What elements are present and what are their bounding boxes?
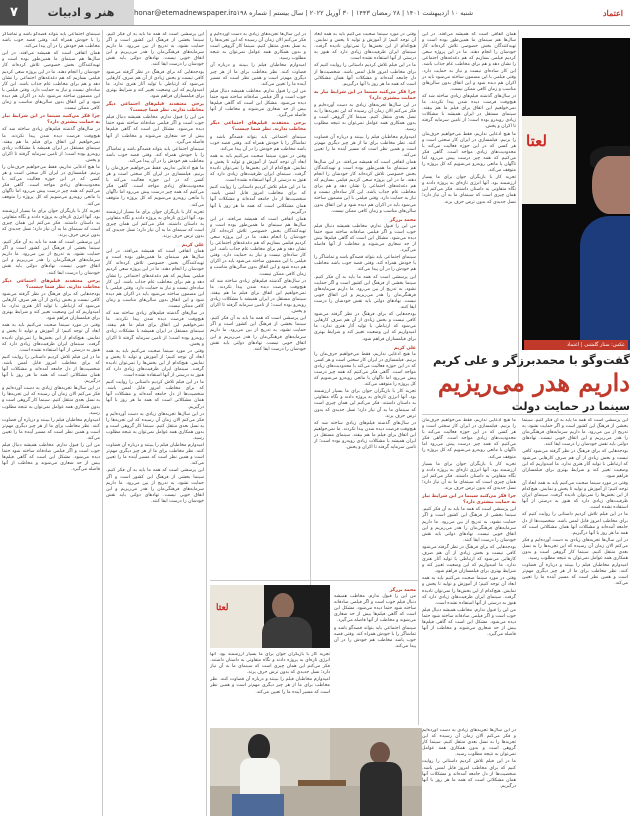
article-paragraph: این پرسشی است که همه ما باید به آن فکر کنیم. سینما بخشی از فرهنگ این کشور است و اگر حمایت نشود، به تدریج از بین می‌رود. ما داریم سرمایه‌های فرهنگی‌مان را هدر می‌ریزیم و این اتفاق خوبی نیست. نهادهای دولتی باید نقش خودشان را درست ایفا کنند. [2,240,100,276]
article-paragraph: در این سال‌ها تجربه‌های زیادی به دست آورده‌ایم و فکر می‌کنم الان زمان آن رسیده که این تجربه‌ها را به نسل بعدی منتقل کنیم. سینما کار گروهی است و بدون همکاری همه عوامل نمی‌توان به نتیجه مطلوب رسید. [106,411,204,441]
person-face [592,156,630,214]
speaker-name: علی کریم [393,345,416,351]
article-paragraph: من این را قبول ندارم. مخاطب همیشه دنبال فیلم خوب است و اگر فیلمی صادقانه ساخته شود حتما دیده می‌شود. مشکل این است که گاهی فیلم‌ها بیش از حد شعاری می‌شوند و مخاطب از آنها فاصله می‌گیرد. [106,115,204,145]
interview-photo [210,585,330,648]
column-divider [310,30,311,585]
article-paragraph: وقتی در مورد سینما صحبت می‌کنیم باید به همه ابعاد آن توجه کنیم؛ از آموزش و تولید تا پخش و نمایش. هیچ‌کدام از این بخش‌ها را نمی‌توان نادیده گرفت. سینمای ایران ظرفیت‌های زیادی دارد که هنوز به درستی از آنها استفاده نشده است. [210,153,306,184]
article-paragraph: در سال‌های گذشته فیلم‌های زیادی ساخته شد که هیچ‌وقت فرصت دیده شدن پیدا نکردند. ما نمی‌خواهیم این اتفاق برای فیلم ما هم بیفتد. سینمای مستقل در ایران همیشه با مشکلات زیادی روبه‌رو بوده است؛ از تامین سرمایه گرفته تا اکران و پخش. [2,127,100,163]
article-paragraph: در این سال‌ها تجربه‌های زیادی به دست آورده‌ایم و فکر می‌کنم الان زمان آن رسیده که این تجربه‌ها را به نسل بعدی منتقل کنیم. سینما کار گروهی است و بدون همکاری همه عوامل نمی‌توان به نتیجه مطلوب رسید. [2,386,100,416]
article-paragraph: در سال‌های گذشته فیلم‌های زیادی ساخته شد که هیچ‌وقت فرصت دیده شدن پیدا نکردند. ما نمی‌خواهیم این اتفاق برای فیلم ما هم بیفتد. سینمای مستقل در ایران همیشه با مشکلات زیادی روبه‌رو بوده است؛ از تامین سرمایه گرفته تا اکران و پخش. [422,93,516,130]
column-divider [418,30,419,725]
article-paragraph: همان اتفاقی است که همیشه می‌افتد. در این سال‌ها هم سینمای ما همین‌طور بوده است و تهیه‌کنندگان بخش خصوصی تلاش کرده‌اند کار خودشان را انجام دهند. ما در این پروژه سعی کردیم فیلمی بسازیم که هم دغدغه‌های اجتماعی را نشان دهد و هم برای مخاطب عام جذاب باشد. این کار ساده‌ای نیست و نیاز به حمایت دارد. وقتی فیلمی با این مضمون ساخته می‌شود باید در اکران هم دیده شود و این اتفاق بدون سالن‌های مناسب و زمان کافی ممکن نیست. [422,32,516,92]
article-paragraph: ما هیچ ادعایی نداریم، فقط می‌خواهیم حرف‌مان را بزنیم. فیلمسازی در ایران کار سختی است و هر کسی که در این حوزه فعالیت می‌کند با محدودیت‌های زیادی مواجه است. گاهی فکر می‌کنیم که همه چیز درست پیش می‌رود اما ناگهان با مانعی روبه‌رو می‌شویم که کل پروژه را متوقف می‌کند. [106,165,204,208]
article-paragraph: این پرسشی است که همه ما باید به آن فکر کنیم. سینما بخشی از فرهنگ این کشور است و اگر حمایت نشود، به تدریج از بین می‌رود. ما داریم سرمایه‌های فرهنگی‌مان را هدر می‌ریزیم و این اتفاق خوبی نیست. نهادهای دولتی باید نقش خودشان را درست ایفا کنند. [314,274,416,311]
article-paragraph: همان اتفاقی است که همیشه می‌افتد. در این سال‌ها هم سینمای ما همین‌طور بوده است و تهیه‌کنندگان بخش خصوصی تلاش کرده‌اند کار خودشان را انجام دهند. ما در این پروژه سعی کردیم فیلمی بسازیم که هم دغدغه‌های اجتماعی را نشان دهد و هم برای مخاطب عام جذاب باشد. این کار ساده‌ای نیست و نیاز به حمایت دارد. وقتی فیلمی با این مضمون ساخته می‌شود باید در اکران هم دیده شود و این اتفاق بدون سالن‌های مناسب و زمان کافی ممکن نیست. [210,216,306,277]
article-paragraph: تجربه کار با بازیگران جوان برای ما بسیار ارزشمند بود. آنها انرژی تازه‌ای به پروژه دادند و نگاه متفاوتی به داستان داشتند. فکر می‌کنم این همان چیزی است که سینمای ما به آن نیاز دارد؛ نسل جدیدی که بدون ترس حرف بزند. [210,652,330,676]
issue-date: شنبه ۱۰ اردیبهشت ۱۴۰۱ | ۲۸ رمضان ۱۴۴۳ | ۳۰ آوریل ۲۰۲۲ | سال بیستم | شماره ۵۱۹۸ [233,8,474,17]
article-paragraph: ما در این فیلم تلاش کردیم داستانی را روایت کنیم که برای مخاطب امروز قابل لمس باشد. شخصیت‌ها از دل جامعه آمده‌اند و مشکلات آنها همان مشکلاتی است که همه ما هر روز با آنها درگیریم. [2,354,100,385]
article-paragraph: وقتی در مورد سینما صحبت می‌کنیم باید به همه ابعاد آن توجه کنیم؛ از آموزش و تولید تا پخش و نمایش. هیچ‌کدام از این بخش‌ها را نمی‌توان نادیده گرفت. سینمای ایران ظرفیت‌های زیادی دارد که هنوز به درستی از آنها استفاده نشده است. [422,576,516,606]
article-paragraph: در این سال‌ها تجربه‌های زیادی به دست آورده‌ایم و فکر می‌کنم الان زمان آن رسیده که این تجربه‌ها را به نسل بعدی منتقل کنیم. سینما کار گروهی است و بدون همکاری همه عوامل نمی‌توان به نتیجه مطلوب رسید. [314,103,416,133]
article-column-2 [522,418,628,816]
person-body [360,762,402,816]
page-header [0,0,630,26]
article-paragraph: ما در این فیلم تلاش کردیم داستانی را روایت کنیم که برای مخاطب امروز قابل لمس باشد. شخصیت‌ها از دل جامعه آمده‌اند و مشکلات آنها همان مشکلاتی است که همه ما هر روز با آنها درگیریم. [422,759,516,789]
article-paragraph: امیدوارم مخاطبان فیلم را ببینند و درباره آن قضاوت کنند. نظر مخاطب برای ما از هر چیز دیگری مهم‌تر است و همین نظر است که مسیر آینده ما را تعیین می‌کند. [210,677,330,695]
article-paragraph: من این را قبول ندارم. مخاطب همیشه دنبال فیلم خوب است و اگر فیلمی صادقانه ساخته شود حتما دیده می‌شود. مشکل این است که گاهی فیلم‌ها بیش از حد شعاری می‌شوند و مخاطب از آنها فاصله می‌گیرد. [2,443,100,473]
article-column-5 [210,32,306,578]
article-paragraph: من این را قبول ندارم. مخاطب همیشه دنبال فیلم خوب است و اگر فیلمی صادقانه ساخته شود حتما دیده می‌شود. مشکل این است که گاهی فیلم‌ها بیش از حد شعاری می‌شوند و مخاطب از آنها فاصله می‌گیرد. [314,223,416,254]
article-paragraph: ما هیچ ادعایی نداریم، فقط می‌خواهیم حرف‌مان را بزنیم. فیلمسازی در ایران کار سختی است و هر کسی که در این حوزه فعالیت می‌کند با محدودیت‌های زیادی مواجه است. گاهی فکر می‌کنیم که همه چیز درست پیش می‌رود اما ناگهان با مانعی روبه‌رو می‌شویم که کل پروژه را متوقف می‌کند. [422,418,516,460]
interview-question: برخی معتقدند فیلم‌های اجتماعی دیگر مخاطب ندارند. نظر شما چیست؟ [2,278,100,290]
interview-question: برخی معتقدند فیلم‌های اجتماعی دیگر مخاطب ندارند. نظر شما چیست؟ [106,102,204,114]
headline-kicker: گفت‌وگو با محمدبرزگر و علی کریم [432,353,630,367]
newspaper-logo: اعتماد [602,7,624,18]
article-column-7 [210,652,330,724]
speaker-name: علی کریم [181,243,204,249]
person-head [272,593,294,619]
article-paragraph: در این سال‌ها تجربه‌های زیادی به دست آورده‌ایم و فکر می‌کنم الان زمان آن رسیده که این تجربه‌ها را به نسل بعدی منتقل کنیم. سینما کار گروهی است و بدون همکاری همه عوامل نمی‌توان به نتیجه مطلوب رسید. [210,32,306,62]
article-paragraph: ما در این فیلم تلاش کردیم داستانی را روایت کنیم که برای مخاطب امروز قابل لمس باشد. شخصیت‌ها از دل جامعه آمده‌اند و مشکلات آنها همان مشکلاتی است که همه ما هر روز با آنها درگیریم. [314,63,416,87]
person-body [262,617,312,648]
person-jacket [580,216,630,350]
article-paragraph: تجربه کار با بازیگران جوان برای ما بسیار ارزشمند بود. آنها انرژی تازه‌ای به پروژه دادند و نگاه متفاوتی به داستان داشتند. فکر می‌کنم این همان چیزی است که سینمای ما به آن نیاز دارد؛ نسل جدیدی که بدون ترس حرف بزند. [422,461,516,492]
article-paragraph: این پرسشی است که همه ما باید به آن فکر کنیم. سینما بخشی از فرهنگ این کشور است و اگر حمایت نشود، به تدریج از بین می‌رود. ما داریم سرمایه‌های فرهنگی‌مان را هدر می‌ریزیم و این اتفاق خوبی نیست. نهادهای دولتی باید نقش خودشان را درست ایفا کنند. [522,418,628,448]
article-paragraph: این پرسشی است که همه ما باید به آن فکر کنیم. سینما بخشی از فرهنگ این کشور است و اگر حمایت نشود، به تدریج از بین می‌رود. ما داریم سرمایه‌های فرهنگی‌مان را هدر می‌ریزیم و این اتفاق خوبی نیست. نهادهای دولتی باید نقش خودشان را درست ایفا کنند. [210,316,306,352]
article-paragraph: وقتی در مورد سینما صحبت می‌کنیم باید به همه ابعاد آن توجه کنیم؛ از آموزش و تولید تا پخش و نمایش. هیچ‌کدام از این بخش‌ها را نمی‌توان نادیده گرفت. سینمای ایران ظرفیت‌های زیادی دارد که هنوز به درستی از آنها استفاده نشده است. [2,323,100,353]
headline-title: داریم هدر می‌ریزیم [437,368,630,397]
article-column-8 [422,728,516,816]
bottom-photo [210,728,422,816]
article-paragraph: من این را قبول ندارم. مخاطب همیشه دنبال فیلم خوب است و اگر فیلمی صادقانه ساخته شود حتما دیده می‌شود. مشکل این است که گاهی فیلم‌ها بیش از حد شعاری می‌شوند و مخاطب از آنها فاصله می‌گیرد. [334,594,416,624]
article-column-9 [106,32,204,816]
article-paragraph: در سال‌های گذشته فیلم‌های زیادی ساخته شد که هیچ‌وقت فرصت دیده شدن پیدا نکردند. ما نمی‌خواهیم این اتفاق برای فیلم ما هم بیفتد. سینمای مستقل در ایران همیشه با مشکلات زیادی روبه‌رو بوده است؛ از تامین سرمایه گرفته تا اکران و پخش. [106,311,204,347]
interview-question: چرا فکر می‌کنید سینما در این شرایط نیاز به حمایت بیشتری دارد؟ [422,494,516,506]
interview-question: چرا فکر می‌کنید سینما در این شرایط نیاز به حمایت بیشتری دارد؟ [314,89,416,101]
article-paragraph: این پرسشی است که همه ما باید به آن فکر کنیم. سینما بخشی از فرهنگ این کشور است و اگر حمایت نشود، به تدریج از بین می‌رود. ما داریم سرمایه‌های فرهنگی‌مان را هدر می‌ریزیم و این اتفاق خوبی نیست. نهادهای دولتی باید نقش خودشان را درست ایفا کنند. [106,468,204,504]
section-title: هنر و ادبیات [28,0,134,25]
article-paragraph: وقتی در مورد سینما صحبت می‌کنیم باید به همه ابعاد آن توجه کنیم؛ از آموزش و تولید تا پخش و نمایش. هیچ‌کدام از این بخش‌ها را نمی‌توان نادیده گرفت. سینمای ایران ظرفیت‌های زیادی دارد که هنوز به درستی از آنها استفاده نشده است. [106,348,204,379]
person-head [248,734,270,760]
person-head [370,742,390,764]
article-paragraph: امیدوارم مخاطبان فیلم را ببینند و درباره آن قضاوت کنند. نظر مخاطب برای ما از هر چیز دیگری مهم‌تر است و همین نظر است که مسیر آینده ما را تعیین می‌کند. [2,417,100,441]
article-paragraph: ما هیچ ادعایی نداریم، فقط می‌خواهیم حرف‌مان را بزنیم. فیلمسازی در ایران کار سختی است و هر کسی که در این حوزه فعالیت می‌کند با محدودیت‌های زیادی مواجه است. گاهی فکر می‌کنیم که همه چیز درست پیش می‌رود اما ناگهان با مانعی روبه‌رو می‌شویم که کل پروژه را متوقف می‌کند. [2,164,100,207]
article-paragraph: من این را قبول ندارم. مخاطب همیشه دنبال فیلم خوب است و اگر فیلمی صادقانه ساخته شود حتما دیده می‌شود. مشکل این است که گاهی فیلم‌ها بیش از حد شعاری می‌شوند و مخاطب از آنها فاصله می‌گیرد. [422,607,516,638]
column-divider [102,30,103,816]
article-paragraph: در سال‌های گذشته فیلم‌های زیادی ساخته شد که هیچ‌وقت فرصت دیده شدن پیدا نکردند. ما نمی‌خواهیم این اتفاق برای فیلم ما هم بیفتد. سینمای مستقل در ایران همیشه با مشکلات زیادی روبه‌رو بوده است؛ از تامین سرمایه گرفته تا اکران و پخش. [314,420,416,451]
article-paragraph: این پرسشی است که همه ما باید به آن فکر کنیم. سینما بخشی از فرهنگ این کشور است و اگر حمایت نشود، به تدریج از بین می‌رود. ما داریم سرمایه‌های فرهنگی‌مان را هدر می‌ریزیم و این اتفاق خوبی نیست. نهادهای دولتی باید نقش خودشان را درست ایفا کنند. [106,32,204,68]
poster [522,116,576,204]
article-paragraph: سینمای اجتماعی باید بتواند قصه‌گو باشد و تماشاگر را با خودش همراه کند. وقتی قصه خوب باشد مخاطب هم خودش را در آن پیدا می‌کند. [210,134,306,152]
article-paragraph: ما در این فیلم تلاش کردیم داستانی را روایت کنیم که برای مخاطب امروز قابل لمس باشد. شخصیت‌ها از دل جامعه آمده‌اند و مشکلات آنها همان مشکلاتی است که همه ما هر روز با آنها درگیریم. [106,380,204,410]
article-paragraph: بودجه‌هایی که برای فرهنگ در نظر گرفته می‌شود کافی نیست و بخش زیادی از آن هم صرف کارهایی می‌شود که ارتباطی با تولید آثار هنری ندارد. ما امیدواریم که این وضعیت تغییر کند و شرایط بهتری برای فیلمسازان فراهم شود. [422,544,516,575]
article-paragraph: من این را قبول ندارم. مخاطب همیشه دنبال فیلم خوب است و اگر فیلمی صادقانه ساخته شود حتما دیده می‌شود. مشکل این است که گاهی فیلم‌ها بیش از حد شعاری می‌شوند و مخاطب از آنها فاصله می‌گیرد. [210,88,306,119]
article-paragraph: این پرسشی است که همه ما باید به آن فکر کنیم. سینما بخشی از فرهنگ این کشور است و اگر حمایت نشود، به تدریج از بین می‌رود. ما داریم سرمایه‌های فرهنگی‌مان را هدر می‌ریزیم و این اتفاق خوبی نیست. نهادهای دولتی باید نقش خودشان را درست ایفا کنند. [422,507,516,543]
speaker-name: محمد برزگر [389,588,416,593]
article-paragraph: در این سال‌ها تجربه‌های زیادی به دست آورده‌ایم و فکر می‌کنم الان زمان آن رسیده که این تجربه‌ها را به نسل بعدی منتقل کنیم. سینما کار گروهی است و بدون همکاری همه عوامل نمی‌توان به نتیجه مطلوب رسید. [522,537,628,562]
photo-caption: عکس: ستار گلشنی | اعتماد [524,340,628,350]
article-paragraph: همان اتفاقی است که همیشه می‌افتد. در این سال‌ها هم سینمای ما همین‌طور بوده است و تهیه‌کنندگان بخش خصوصی تلاش کرده‌اند کار خودشان را انجام دهند. ما در این پروژه سعی کردیم فیلمی بسازیم که هم دغدغه‌های اجتماعی را نشان دهد و هم برای مخاطب عام جذاب باشد. این کار ساده‌ای نیست و نیاز به حمایت دارد. وقتی فیلمی با این مضمون ساخته می‌شود باید در اکران هم دیده شود و این اتفاق بدون سالن‌های مناسب و زمان کافی ممکن نیست. [314,159,416,214]
poster-title: لعتا [526,132,547,150]
article-paragraph: سینمای اجتماعی باید بتواند قصه‌گو باشد و تماشاگر را با خودش همراه کند. وقتی قصه خوب باشد مخاطب هم خودش را در آن پیدا می‌کند. [106,146,204,164]
article-paragraph: ما در این فیلم تلاش کردیم داستانی را روایت کنیم که برای مخاطب امروز قابل لمس باشد. شخصیت‌ها از دل جامعه آمده‌اند و مشکلات آنها همان مشکلاتی است که همه ما هر روز با آنها درگیریم. [522,512,628,536]
interview-question: برخی معتقدند فیلم‌های اجتماعی دیگر مخاطب ندارند. نظر شما چیست؟ [210,121,306,133]
article-column-6 [334,585,416,725]
page-number: ۷ [0,0,28,25]
article-column-1 [422,32,516,410]
article-paragraph: امیدوارم مخاطبان فیلم را ببینند و درباره آن قضاوت کنند. نظر مخاطب برای ما از هر چیز دیگری مهم‌تر است و همین نظر است که مسیر آینده ما را تعیین می‌کند. [522,563,628,587]
article-paragraph: ما هیچ ادعایی نداریم، فقط می‌خواهیم حرف‌مان را بزنیم. فیلمسازی در ایران کار سختی است و هر کسی که در این حوزه فعالیت می‌کند با محدودیت‌های زیادی مواجه است. گاهی فکر می‌کنیم که همه چیز درست پیش می‌رود اما ناگهان با مانعی روبه‌رو می‌شویم که کل پروژه را متوقف می‌کند. [422,131,516,174]
person-legs [232,794,284,816]
article-paragraph: ما در این فیلم تلاش کردیم داستانی را روایت کنیم که برای مخاطب امروز قابل لمس باشد. شخصیت‌ها از دل جامعه آمده‌اند و مشکلات آنها همان مشکلاتی است که همه ما هر روز با آنها درگیریم. [210,185,306,215]
article-column-10 [2,32,100,816]
article-paragraph: امیدوارم مخاطبان فیلم را ببینند و درباره آن قضاوت کنند. نظر مخاطب برای ما از هر چیز دیگری مهم‌تر است و همین نظر است که مسیر آینده ما را تعیین می‌کند. [314,134,416,158]
poster-backdrop [210,585,264,648]
article-paragraph: سینمای اجتماعی باید بتواند قصه‌گو باشد و تماشاگر را با خودش همراه کند. وقتی قصه خوب باشد مخاطب هم خودش را در آن پیدا می‌کند. [314,255,416,273]
article-paragraph: سینمای اجتماعی باید بتواند قصه‌گو باشد و تماشاگر را با خودش همراه کند. وقتی قصه خوب باشد مخاطب هم خودش را در آن پیدا می‌کند. [334,625,416,649]
article-paragraph: تجربه کار با بازیگران جوان برای ما بسیار ارزشمند بود. آنها انرژی تازه‌ای به پروژه دادند و نگاه متفاوتی به داستان داشتند. فکر می‌کنم این همان چیزی است که سینمای ما به آن نیاز دارد؛ نسل جدیدی که بدون ترس حرف بزند. [314,389,416,419]
article-paragraph: در این سال‌ها تجربه‌های زیادی به دست آورده‌ایم و فکر می‌کنم الان زمان آن رسیده که این تجربه‌ها را به نسل بعدی منتقل کنیم. سینما کار گروهی است و بدون همکاری همه عوامل نمی‌توان به نتیجه مطلوب رسید. [422,728,516,758]
article-paragraph: سینمای اجتماعی باید بتواند قصه‌گو باشد و تماشاگر را با خودش همراه کند. وقتی قصه خوب باشد مخاطب هم خودش را در آن پیدا می‌کند. [2,32,100,50]
article-paragraph: ما هیچ ادعایی نداریم، فقط می‌خواهیم حرف‌مان را بزنیم. فیلمسازی در ایران کار سختی است و هر کسی که در این حوزه فعالیت می‌کند با محدودیت‌های زیادی مواجه است. گاهی فکر می‌کنیم که همه چیز درست پیش می‌رود اما ناگهان با مانعی روبه‌رو می‌شویم که کل پروژه را متوقف می‌کند. [314,351,416,388]
main-photo [522,38,630,350]
article-paragraph: امیدوارم مخاطبان فیلم را ببینند و درباره آن قضاوت کنند. نظر مخاطب برای ما از هر چیز دیگری مهم‌تر است و همین نظر است که مسیر آینده ما را تعیین می‌کند. [210,63,306,87]
column-divider [206,30,207,816]
headline-subtitle: سینما در حمایت دولت [511,400,630,413]
article-paragraph: امیدوارم مخاطبان فیلم را ببینند و درباره آن قضاوت کنند. نظر مخاطب برای ما از هر چیز دیگری مهم‌تر است و همین نظر است که مسیر آینده ما را تعیین می‌کند. [106,443,204,467]
article-paragraph: بودجه‌هایی که برای فرهنگ در نظر گرفته می‌شود کافی نیست و بخش زیادی از آن هم صرف کارهایی می‌شود که ارتباطی با تولید آثار هنری ندارد. ما امیدواریم که این وضعیت تغییر کند و شرایط بهتری برای فیلمسازان فراهم شود. [314,312,416,342]
article-paragraph: تجربه کار با بازیگران جوان برای ما بسیار ارزشمند بود. آنها انرژی تازه‌ای به پروژه دادند و نگاه متفاوتی به داستان داشتند. فکر می‌کنم این همان چیزی است که سینمای ما به آن نیاز دارد؛ نسل جدیدی که بدون ترس حرف بزند. [2,208,100,238]
speaker-name: محمد برزگر [389,217,416,223]
photo-table [298,780,346,786]
article-paragraph: وقتی در مورد سینما صحبت می‌کنیم باید به همه ابعاد آن توجه کنیم؛ از آموزش و تولید تا پخش و نمایش. هیچ‌کدام از این بخش‌ها را نمی‌توان نادیده گرفت. سینمای ایران ظرفیت‌های زیادی دارد که هنوز به درستی از آنها استفاده نشده است. [314,32,416,62]
article-paragraph: تجربه کار با بازیگران جوان برای ما بسیار ارزشمند بود. آنها انرژی تازه‌ای به پروژه دادند و نگاه متفاوتی به داستان داشتند. فکر می‌کنم این همان چیزی است که سینمای ما به آن نیاز دارد؛ نسل جدیدی که بدون ترس حرف بزند. [422,175,516,205]
poster-title: لعتا [216,603,229,613]
article-paragraph: بودجه‌هایی که برای فرهنگ در نظر گرفته می‌شود کافی نیست و بخش زیادی از آن هم صرف کارهایی می‌شود که ارتباطی با تولید آثار هنری ندارد. ما امیدواریم که این وضعیت تغییر کند و شرایط بهتری برای فیلمسازان فراهم شود. [522,449,628,479]
section-divider [422,414,628,415]
article-paragraph: در سال‌های گذشته فیلم‌های زیادی ساخته شد که هیچ‌وقت فرصت دیده شدن پیدا نکردند. ما نمی‌خواهیم این اتفاق برای فیلم ما هم بیفتد. سینمای مستقل در ایران همیشه با مشکلات زیادی روبه‌رو بوده است؛ از تامین سرمایه گرفته تا اکران و پخش. [210,278,306,315]
article-paragraph: همان اتفاقی است که همیشه می‌افتد. در این سال‌ها هم سینمای ما همین‌طور بوده است و تهیه‌کنندگان بخش خصوصی تلاش کرده‌اند کار خودشان را انجام دهند. ما در این پروژه سعی کردیم فیلمی بسازیم که هم دغدغه‌های اجتماعی را نشان دهد و هم برای مخاطب عام جذاب باشد. این کار ساده‌ای نیست و نیاز به حمایت دارد. وقتی فیلمی با این مضمون ساخته می‌شود باید در اکران هم دیده شود و این اتفاق بدون سالن‌های مناسب و زمان کافی ممکن نیست. [106,249,204,310]
article-paragraph: بودجه‌هایی که برای فرهنگ در نظر گرفته می‌شود کافی نیست و بخش زیادی از آن هم صرف کارهایی می‌شود که ارتباطی با تولید آثار هنری ندارد. ما امیدواریم که این وضعیت تغییر کند و شرایط بهتری برای فیلمسازان فراهم شود. [2,291,100,322]
article-paragraph: بودجه‌هایی که برای فرهنگ در نظر گرفته می‌شود کافی نیست و بخش زیادی از آن هم صرف کارهایی می‌شود که ارتباطی با تولید آثار هنری ندارد. ما امیدواریم که این وضعیت تغییر کند و شرایط بهتری برای فیلمسازان فراهم شود. [106,69,204,99]
interview-question: چرا فکر می‌کنید سینما در این شرایط نیاز به حمایت بیشتری دارد؟ [2,114,100,126]
article-paragraph: تجربه کار با بازیگران جوان برای ما بسیار ارزشمند بود. آنها انرژی تازه‌ای به پروژه دادند و نگاه متفاوتی به داستان داشتند. فکر می‌کنم این همان چیزی است که سینمای ما به آن نیاز دارد؛ نسل جدیدی که بدون ترس حرف بزند. [106,209,204,239]
article-paragraph: وقتی در مورد سینما صحبت می‌کنیم باید به همه ابعاد آن توجه کنیم؛ از آموزش و تولید تا پخش و نمایش. هیچ‌کدام از این بخش‌ها را نمی‌توان نادیده گرفت. سینمای ایران ظرفیت‌های زیادی دارد که هنوز به درستی از آنها استفاده نشده است. [522,480,628,511]
article-paragraph: همان اتفاقی است که همیشه می‌افتد. در این سال‌ها هم سینمای ما همین‌طور بوده است و تهیه‌کنندگان بخش خصوصی تلاش کرده‌اند کار خودشان را انجام دهند. ما در این پروژه سعی کردیم فیلمی بسازیم که هم دغدغه‌های اجتماعی را نشان دهد و هم برای مخاطب عام جذاب باشد. این کار ساده‌ای نیست و نیاز به حمایت دارد. وقتی فیلمی با این مضمون ساخته می‌شود باید در اکران هم دیده شود و این اتفاق بدون سالن‌های مناسب و زمان کافی ممکن نیست. [2,51,100,112]
section-email[interactable]: honar@etemadnewspaper.ir [134,8,234,17]
